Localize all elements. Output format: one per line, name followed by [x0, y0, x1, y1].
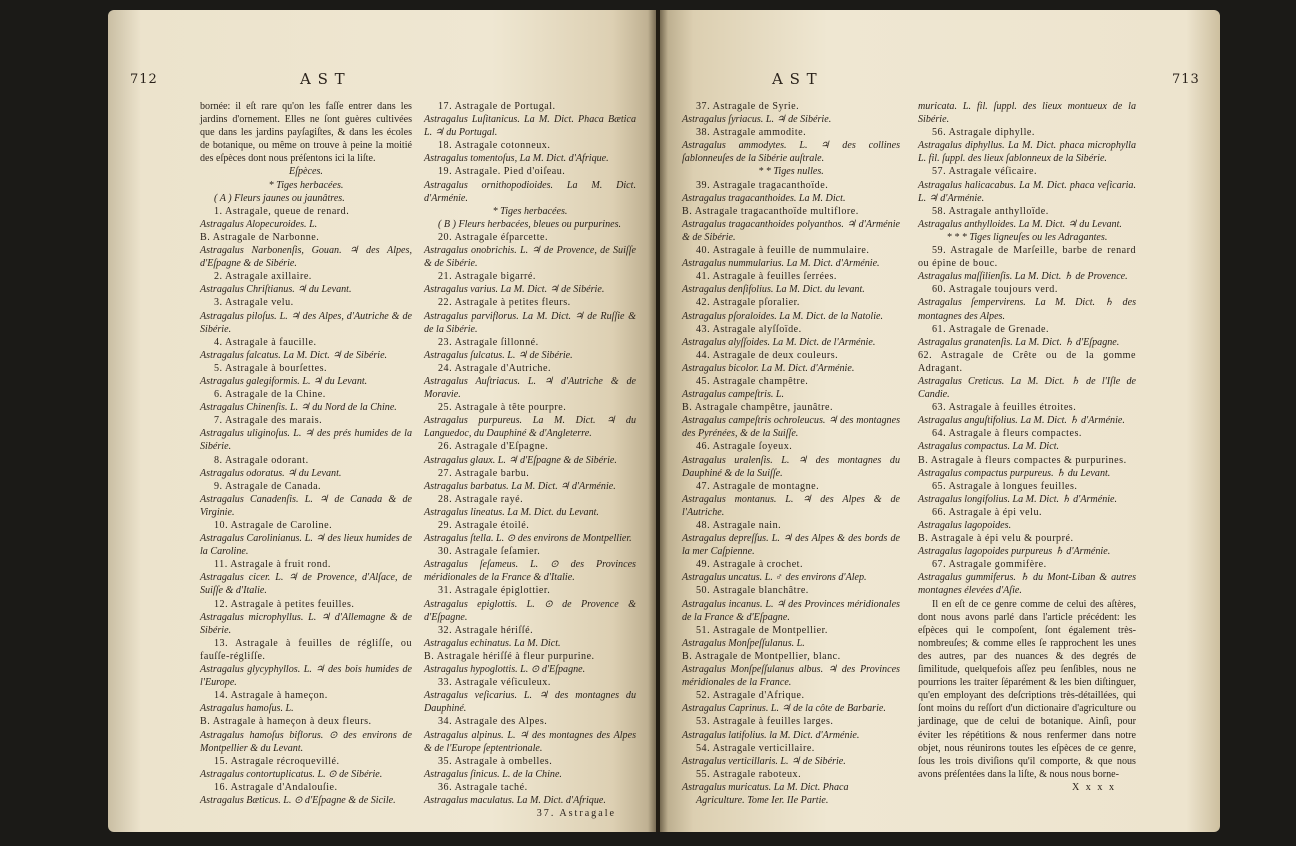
entry-line: Astragalus tomentoſus, La M. Dict. d'Afrique. [424, 153, 609, 165]
entry-line: 33. Astragale véſiculeux. [438, 677, 551, 689]
left-page-number: 712 [130, 72, 158, 87]
entry-line: 12. Astragale à petites feuilles. [214, 598, 355, 610]
entry-line: 60. Astragale toujours verd. [932, 284, 1058, 296]
entry-line: 38. Astragale ammodite. [696, 127, 807, 139]
entry-line: Astragalus Auſtriacus. L. ♃ d'Autriche & de Moravie. [424, 375, 636, 401]
entry-line: Astragalus Chriſtianus. ♃ du Levant. [200, 284, 352, 296]
entry-line: Astragalus Alopecuroides. L. [200, 218, 318, 230]
entry-line: Astragalus depreſſus. L. ♃ des Alpes & des bords de la mer Caſpienne. [682, 533, 900, 558]
entry-line: * Tiges herbacées. [268, 179, 344, 191]
entry-line: 21. Astragale bigarré. [438, 271, 536, 283]
entry-line: 17. Astragale de Portugal. [438, 101, 556, 112]
entry-line: Astragalus Carolinianus. L. ♃ des lieux humides de la Caroline. [200, 533, 412, 558]
entry-line: B. Astragale à fleurs compactes & purpurines. [918, 454, 1127, 466]
entry-line: 14. Astragale à hameçon. [214, 690, 328, 702]
entry-line: 5. Astragale à bourſettes. [214, 362, 328, 374]
entry-line: Astragalus veſicarius. L. ♃ des montagnes du Dauphiné. [424, 690, 636, 715]
entry-line: 65. Astragale à longues feuilles. [932, 480, 1078, 492]
entry-line: 19. Astragale. Pied d'oiſeau. [438, 166, 566, 178]
entry-line: 15. Astragale récroquevillé. [214, 755, 340, 767]
entry-line: * * Tiges nulles. [758, 166, 824, 178]
entry-line: Astragalus Monſpeſſulanus. L. [682, 637, 805, 649]
right-head-title: A S T [772, 70, 818, 88]
entry-line: Astragalus ſinicus. L. de la Chine. [424, 768, 562, 780]
entry-line: Astragalus lagopoides. [918, 520, 1012, 531]
entry-line: Astragalus ſempervirens. La M. Dict. ♄ des montagnes des Alpes. [918, 297, 1136, 322]
entry-line: Astragalus uliginoſus. L. ♃ des prés humides de la Sibérie. [200, 428, 412, 453]
entry-line: Astragalus uralenſis. L. ♃ des montagnes du Dauphiné & de la Suiſſe. [682, 454, 900, 479]
entry-line: Astragalus diphyllus. La M. Dict. phaca microphylla L. fil. ſuppl. des lieux ſablonneux de la Sibérie. [918, 140, 1136, 165]
entry-line: Eſpèces. [289, 166, 323, 178]
left-column-2 [424, 100, 636, 820]
entry-line: Astragalus campeſtris. L. [682, 389, 785, 401]
entry-line: Astragalus halicacabus. La M. Dict. phaca veſicaria. L. ♃ d'Arménie. [918, 179, 1136, 204]
entry-line: 45. Astragale champêtre. [696, 375, 809, 387]
right-column-1 [682, 100, 900, 807]
book-gutter [648, 10, 668, 832]
entry-line: * * * Tiges ligneuſes ou les Adragantes. [946, 231, 1108, 243]
entry-line: 31. Astragale épiglottier. [438, 585, 551, 597]
entry-line: Astragalus ammodytes. L. ♃ des collines ſablonneuſes de la Sibérie auſtrale. [682, 140, 900, 165]
entry-line: B. Astragale de Narbonne. [200, 231, 320, 243]
entry-line: Astragalus alpinus. L. ♃ des montagnes des Alpes & de l'Europe ſeptentrionale. [424, 729, 636, 754]
entry-line: 40. Astragale à feuille de nummulaire. [696, 245, 870, 257]
entry-line: Astragalus denſifolius. La M. Dict. du levant. [682, 284, 865, 296]
entry-line: 27. Astragale barbu. [438, 467, 530, 479]
entry-line: 59. Astragale de Marſeille, barbe de renard ou épine de bouc. [918, 245, 1136, 270]
right-column-2 [918, 100, 1136, 794]
entry-line: 67. Astragale gommifère. [932, 559, 1047, 571]
entry-line: Astragalus parviflorus. La M. Dict. ♃ de Ruſſie & de la Sibérie. [424, 310, 636, 335]
entry-line: 44. Astragale de deux couleurs. [696, 349, 839, 361]
entry-line: Astragalus Canadenſis. L. ♃ de Canada & de Virginie. [200, 493, 412, 518]
entry-line: Astragalus incanus. L. ♃ des Provinces méridionales de la France & d'Eſpagne. [682, 598, 900, 623]
entry-line: 3. Astragale velu. [214, 297, 294, 309]
entry-line: Astragalus ſyriacus. L. ♃ de Sibérie. [682, 114, 832, 126]
entry-line: 1. Astragale, queue de renard. [214, 205, 350, 217]
entry-line: 63. Astragale à feuilles étroites. [932, 402, 1077, 414]
entry-line: 7. Astragale des marais. [214, 415, 323, 427]
entry-line: Astragalus odoratus. ♃ du Levant. [200, 467, 342, 479]
left-column-1 [200, 100, 412, 807]
entry-line: Astragalus compactus. La M. Dict. [918, 441, 1060, 453]
entry-line: 42. Astragale pſoralier. [696, 297, 800, 309]
left-head-title: A S T [300, 70, 346, 88]
entry-line: 41. Astragale à feuilles ſerrées. [696, 271, 837, 283]
entry-line: 32. Astragale hériſſé. [438, 624, 534, 636]
entry-line: B. Astragale champêtre, jaunâtre. [682, 402, 834, 414]
entry-line: Astragalus onobrichis. L. ♃ de Provence, de Suiſſe & de Sibérie. [424, 245, 636, 270]
entry-line: muricata. L. fil. ſuppl. des lieux montueux de la Sibérie. [918, 101, 1136, 126]
entry-line: 26. Astragale d'Eſpagne. [438, 441, 549, 453]
entry-line: 61. Astragale de Grenade. [932, 323, 1050, 335]
entry-line: ( A ) Fleurs jaunes ou jaunâtres. [214, 192, 345, 204]
entry-line: Astragalus verticillaris. L. ♃ de Sibérie. [682, 755, 846, 767]
entry-line: Astragalus contortuplicatus. L. ⊙ de Sibérie. [200, 768, 383, 780]
entry-line: X x x x [1071, 781, 1116, 793]
entry-line: Astragalus Luſitanicus. La M. Dict. Phaca Bætica L. ♃ du Portugal. [424, 114, 636, 139]
entry-line: Astragalus lineatus. La M. Dict. du Levant. [424, 506, 599, 518]
entry-line: Astragalus latifolius. la M. Dict. d'Arménie. [682, 729, 860, 741]
entry-line: 52. Astragale d'Afrique. [696, 690, 805, 702]
entry-line: 23. Astragale ſillonné. [438, 336, 539, 348]
entry-line: 51. Astragale de Montpellier. [696, 624, 828, 636]
entry-line: Astragalus pſoraloides. La M. Dict. de la Natolie. [682, 310, 884, 322]
entry-line: 53. Astragale à feuilles larges. [696, 716, 834, 728]
entry-line: Astragalus hypoglottis. L. ⊙ d'Eſpagne. [424, 664, 586, 676]
entry-line: Astragalus hamoſus biflorus. ⊙ des environs de Montpellier & du Levant. [200, 729, 412, 754]
entry-line: 20. Astragale éſparcette. [438, 231, 549, 243]
entry-line: Astragalus campeſtris ochroleucus. ♃ des montagnes des Pyrénées, & de la Suiſſe. [682, 415, 900, 440]
entry-line: Astragalus Bæticus. L. ⊙ d'Eſpagne & de Sicile. [200, 794, 396, 806]
entry-line: B. Astragale à hameçon à deux fleurs. [200, 716, 372, 728]
entry-line: 43. Astragale alyſſoïde. [696, 323, 802, 335]
entry-line: Astragalus hamoſus. L. [200, 703, 294, 715]
entry-line: 36. Astragale taché. [438, 781, 528, 793]
left-page [108, 10, 656, 832]
entry-line: 25. Astragale à tête pourpre. [438, 402, 567, 414]
entry-line: Astragalus alyſſoides. La M. Dict. de l'Arménie. [682, 336, 876, 348]
entry-line: Astragalus piloſus. L. ♃ des Alpes, d'Autriche & de Sibérie. [200, 310, 412, 335]
entry-line: 64. Astragale à fleurs compactes. [932, 428, 1082, 440]
entry-line: 8. Astragale odorant. [214, 454, 309, 466]
entry-line: Astragalus ornithopodioides. La M. Dict. d'Arménie. [424, 179, 636, 204]
entry-line: Astragalus anthylloides. La M. Dict. ♃ du Levant. [918, 218, 1122, 230]
entry-line: 66. Astragale à épi velu. [932, 506, 1043, 518]
entry-line: Astragalus ſtella. L. ⊙ des environs de Montpellier. [424, 533, 632, 545]
entry-line: 39. Astragale tragacanthoïde. [696, 179, 829, 191]
entry-line: 56. Astragale diphylle. [932, 127, 1035, 139]
entry-line: 55. Astragale raboteux. [696, 768, 802, 780]
entry-line: 6. Astragale de la Chine. [214, 389, 326, 401]
entry-line: Astragalus microphyllus. L. ♃ d'Allemagne & de Sibérie. [200, 611, 412, 636]
entry-line: 29. Astragale étoilé. [438, 520, 530, 531]
entry-line: bornée: il eſt rare qu'on les faſſe entrer dans les jardins d'ornement. Elles ne ſont guères cultivées que dans les jardins payſagiſtes, & dans les écoles de botanique, ou même on trouve à peine la moitié des eſpèces dont nous préſentons ici la liſte. [200, 101, 412, 165]
entry-line: Il en eſt de ce genre comme de celui des aſtères, dont nous avons parlé dans l'article précédent: les eſpèces qui le compoſent, ſont également très-nombreuſes; & comme elles ſe rapprochent les unes des autres, par des nuances & des degrés de ſimilitude, quelquefois aſſez peu ſenſibles, nous ne pourrions les traiter ſéparément & les bien diſtinguer, qu'en employant des deſcriptions très-détaillées, qui ſont moins du reſſort d'un dictionaire d'agriculture ou jardinage, que de celui de botanique. Ainſi, pour éviter les répétitions & nous renfermer dans notre objet, nous réunirons toutes les eſpèces de ce genre, ſous les trois diviſions qu'il comporte, & que nous avons préſentées dans la liſte, & nous nous borne- [918, 598, 1136, 780]
right-page-number: 713 [1172, 72, 1200, 87]
entry-line: * Tiges herbacées. [492, 205, 568, 217]
entry-line: Astragalus barbatus. La M. Dict. ♃ d'Arménie. [424, 480, 616, 492]
entry-line: 37. Astragale [536, 808, 616, 820]
entry-line: Astragalus epiglottis. L. ⊙ de Provence & d'Eſpagne. [424, 598, 636, 623]
entry-line: Astragalus gummiferus. ♄ du Mont-Liban & autres montagnes élevées d'Aſie. [918, 572, 1136, 597]
entry-line: Astragalus anguſtifolius. La M. Dict. ♄ d'Arménie. [918, 415, 1125, 427]
entry-line: 49. Astragale à crochet. [696, 559, 804, 571]
entry-line: 34. Astragale des Alpes. [438, 716, 548, 728]
entry-line: Astragalus Narbonenſis, Gouan. ♃ des Alpes, d'Eſpagne & de Sibérie. [200, 245, 412, 270]
entry-line: 46. Astragale ſoyeux. [696, 441, 793, 453]
entry-line: 48. Astragale nain. [696, 520, 782, 531]
entry-line: 35. Astragale à ombelles. [438, 755, 553, 767]
entry-line: B. Astragale à épi velu & pourpré. [918, 533, 1074, 545]
entry-line: 28. Astragale rayé. [438, 493, 524, 505]
entry-line: Astragalus montanus. L. ♃ des Alpes & de l'Autriche. [682, 493, 900, 518]
entry-line: 16. Astragale d'Andalouſie. [214, 781, 338, 793]
entry-line: 10. Astragale de Caroline. [214, 520, 333, 531]
entry-line: B. Astragale de Montpellier, blanc. [682, 650, 841, 662]
entry-line: Astragalus granatenſis. La M. Dict. ♄ d'Eſpagne. [918, 336, 1120, 348]
entry-line: 62. Astragale de Crête ou de la gomme Adragant. [918, 349, 1136, 374]
entry-line: Astragalus echinatus. La M. Dict. [424, 637, 561, 649]
entry-line: 2. Astragale axillaire. [214, 271, 312, 283]
entry-line: Astragalus lagopoides purpureus ♄ d'Arménie. [918, 546, 1111, 558]
entry-line: Astragalus varius. La M. Dict. ♃ de Sibérie. [424, 284, 605, 296]
entry-line: 54. Astragale verticillaire. [696, 742, 815, 754]
entry-line: Astragalus maculatus. La M. Dict. d'Afrique. [424, 794, 606, 806]
entry-line: Astragalus Caprinus. L. ♃ de la côte de Barbarie. [682, 703, 886, 715]
entry-line: Astragalus tragacanthoides. La M. Dict. [682, 192, 846, 204]
right-page [660, 10, 1220, 832]
entry-line: Astragalus muricatus. La M. Dict. Phaca [682, 781, 849, 793]
entry-line: B. Astragale hériſſé à fleur purpurine. [424, 650, 595, 662]
entry-line: Astragalus galegiformis. L. ♃ du Levant. [200, 375, 368, 387]
entry-line: Astragalus Monſpeſſulanus albus. ♃ des Provinces méridionales de la France. [682, 664, 900, 689]
entry-line: Astragalus nummularius. La M. Dict. d'Arménie. [682, 258, 880, 270]
entry-line: Astragalus glaux. L. ♃ d'Eſpagne & de Sibérie. [424, 454, 617, 466]
entry-line: 18. Astragale cotonneux. [438, 140, 551, 152]
entry-line: 50. Astragale blanchâtre. [696, 585, 809, 597]
entry-line: Astragalus longifolius. La M. Dict. ♄ d'Arménie. [918, 493, 1118, 505]
entry-line: 58. Astragale anthylloïde. [932, 205, 1049, 217]
entry-line: Astragalus bicolor. La M. Dict. d'Arménie. [682, 362, 855, 374]
entry-line: Astragalus glycyphyllos. L. ♃ des bois humides de l'Europe. [200, 664, 412, 689]
entry-line: 11. Astragale à fruit rond. [214, 559, 331, 571]
entry-line: Astragalus purpureus. La M. Dict. ♃ du Languedoc, du Dauphiné & d'Angleterre. [424, 415, 636, 440]
entry-line: Astragalus Creticus. La M. Dict. ♄ de l'Iſle de Candie. [918, 375, 1136, 401]
entry-line: Astragalus uncatus. L. ♂ des environs d'Alep. [682, 572, 867, 584]
entry-line: Astragalus maſſilienſis. La M. Dict. ♄ de Provence. [918, 271, 1128, 283]
entry-line: 9. Astragale de Canada. [214, 480, 322, 492]
entry-line: Astragalus ſeſameus. L. ⊙ des Provinces méridionales de la France & d'Italie. [424, 559, 636, 584]
open-book [108, 10, 1220, 842]
entry-line: Astragalus falcatus. La M. Dict. ♃ de Sibérie. [200, 349, 388, 361]
entry-line: Astragalus cicer. L. ♃ de Provence, d'Alſace, de Suiſſe & d'Italie. [200, 572, 412, 597]
entry-line: Astragalus ſulcatus. L. ♃ de Sibérie. [424, 349, 573, 361]
entry-line: 24. Astragale d'Autriche. [438, 362, 551, 374]
entry-line: 57. Astragale véſicaire. [932, 166, 1038, 178]
entry-line: Agriculture. Tome Ier. IIe Partie. [696, 794, 829, 806]
entry-line: 37. Astragale de Syrie. [696, 101, 800, 112]
entry-line: 47. Astragale de montagne. [696, 480, 820, 492]
entry-line: 30. Astragale ſeſamier. [438, 546, 541, 558]
entry-line: ( B ) Fleurs herbacées, bleues ou purpurines. [438, 218, 622, 230]
entry-line: B. Astragale tragacanthoïde multiflore. [682, 205, 859, 217]
entry-line: 22. Astragale à petites fleurs. [438, 297, 571, 309]
entry-line: 4. Astragale à faucille. [214, 336, 317, 348]
entry-line: Astragalus tragacanthoides polyanthos. ♃ d'Arménie & de Sibérie. [682, 218, 900, 243]
entry-line: Astragalus Chinenſis. L. ♃ du Nord de la Chine. [200, 402, 397, 414]
entry-line: 13. Astragale à feuilles de régliſſe, ou fauſſe-régliſſe. [200, 637, 412, 662]
entry-line: Astragalus compactus purpureus. ♄ du Levant. [918, 467, 1111, 479]
